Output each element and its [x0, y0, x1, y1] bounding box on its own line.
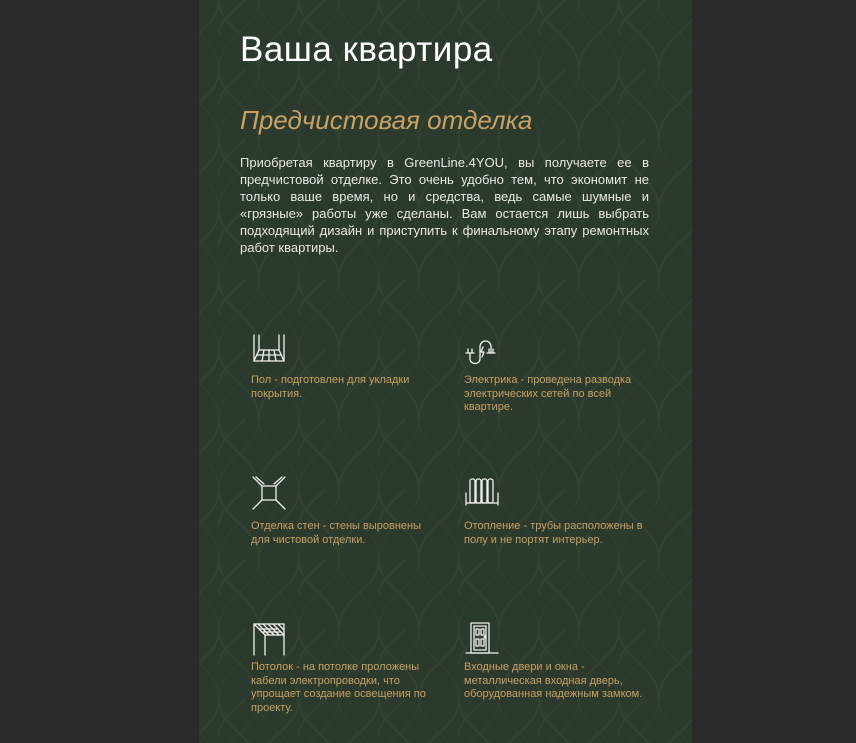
feature-heating — [464, 475, 654, 547]
brochure-page — [199, 0, 692, 743]
page-title: Ваша квартира — [240, 30, 493, 69]
ceiling-icon — [251, 621, 287, 657]
page-content — [199, 0, 692, 743]
feature-electric-text: Электрика - проведена разводка электрических сетей по всей квартире. — [464, 374, 632, 414]
wall-finish-icon — [251, 475, 287, 511]
radiator-icon — [464, 475, 500, 511]
feature-door-text: Входные двери и окна - металлическая входная дверь, оборудованная надежным замком. — [464, 661, 643, 701]
intro-paragraph: Приобретая квартиру в GreenLine.4YOU, вы получаете ее в предчистовой отделке. Это очень удобно тем, что экономит не только ваше время, но и средства, ведь самые шумные и «грязные» работы уже сделаны. Вам остается лишь выбрать подходящий дизайн и приступить к финальному этапу ремонтных работ квартиры. — [240, 155, 649, 255]
feature-electric — [464, 333, 654, 415]
feature-ceiling-text: Потолок - на потолке проложены кабели электропроводки, что упрощает создание освещения по проекту. — [251, 661, 426, 715]
section-subtitle: Предчистовая отделка — [240, 105, 533, 135]
floor-icon — [251, 333, 287, 369]
feature-walls-text: Отделка стен - стены выровнены для чистовой отделки. — [251, 520, 422, 546]
feature-floor-text: Пол - подготовлен для укладки покрытия. — [251, 374, 410, 400]
feature-walls — [251, 475, 441, 547]
feature-floor — [251, 333, 441, 401]
feature-door — [464, 621, 654, 702]
door-icon — [464, 621, 500, 657]
electric-plug-icon — [464, 333, 500, 369]
feature-ceiling — [251, 621, 441, 716]
feature-heating-text: Отопление - трубы расположены в полу и не портят интерьер. — [464, 520, 643, 546]
